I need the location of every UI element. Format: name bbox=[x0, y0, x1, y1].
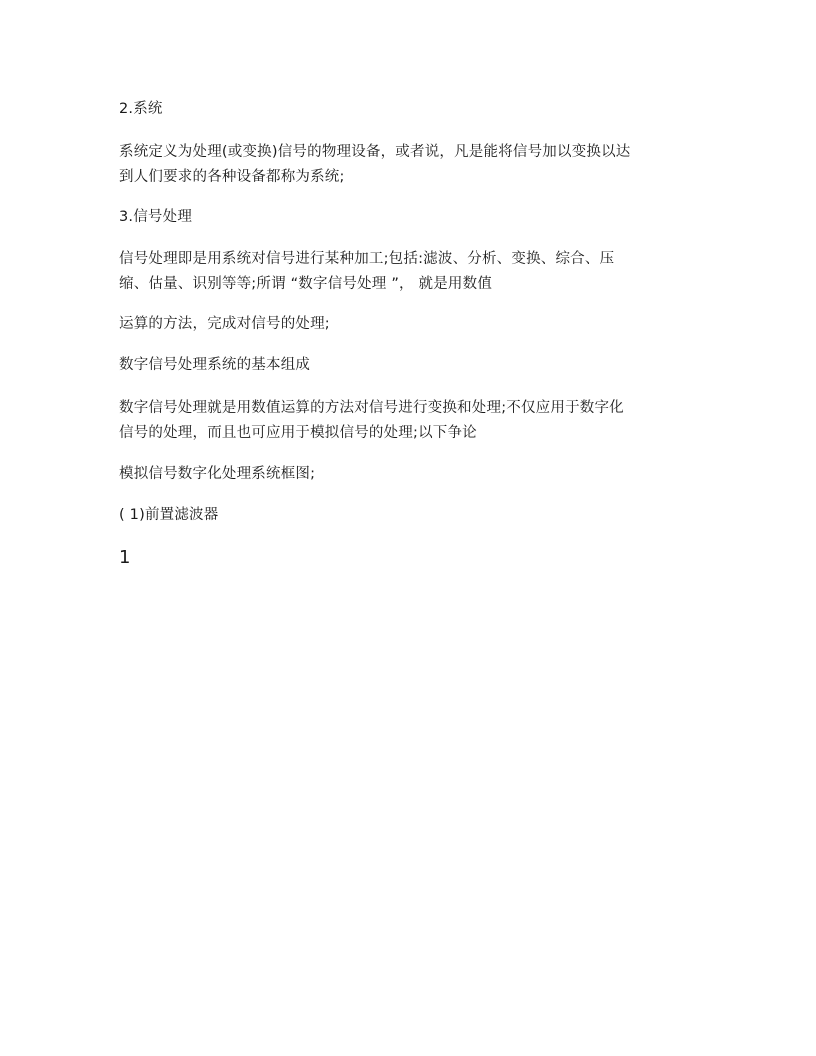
figure-caption: 模拟信号数字化处理系统框图; bbox=[119, 466, 316, 482]
paragraph-line: 信号的处理，而且也可应用于模拟信号的处理;以下争论 bbox=[119, 425, 477, 441]
paragraph-line: 缩、估量、识别等等;所谓 “数字信号处理 ”， 就是用数值 bbox=[119, 276, 493, 292]
section-heading-system: 2.系统 bbox=[119, 101, 163, 117]
paragraph-line: 系统定义为处理(或变换)信号的物理设备，或者说，凡是能将信号加以变换以达 bbox=[119, 144, 631, 160]
paragraph-line: 数字信号处理就是用数值运算的方法对信号进行变换和处理;不仅应用于数字化 bbox=[119, 400, 624, 416]
section-heading-dsp-components: 数字信号处理系统的基本组成 bbox=[119, 357, 311, 373]
section-heading-signal-processing: 3.信号处理 bbox=[119, 209, 193, 225]
paragraph-line: 到人们要求的各种设备都称为系统; bbox=[119, 169, 345, 185]
page-number: 1 bbox=[119, 547, 131, 568]
list-item: ( 1)前置滤波器 bbox=[119, 507, 219, 523]
paragraph-line: 信号处理即是用系统对信号进行某种加工;包括:滤波、分析、变换、综合、压 bbox=[119, 251, 615, 267]
paragraph-line: 运算的方法，完成对信号的处理; bbox=[119, 316, 330, 332]
